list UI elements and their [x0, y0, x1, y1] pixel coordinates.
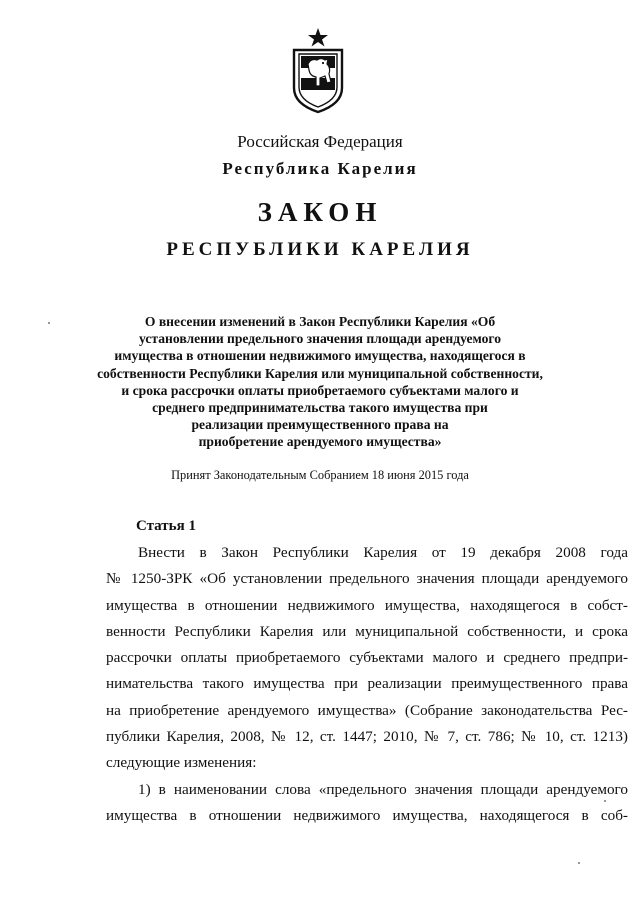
law-subtitle: РЕСПУБЛИКИ КАРЕЛИЯ: [166, 239, 474, 260]
subject-line: имущества в отношении недвижимого имущества, находящегося в: [114, 348, 526, 364]
body-line: № 1250-ЗРК «Об установлении предельного значения площади арендуемого: [106, 570, 628, 588]
republic-name: Республика Карелия: [222, 159, 418, 178]
body-line: 1) в наименовании слова «предельного значения площади арендуемого: [138, 780, 628, 798]
body-line: на приобретение арендуемого имущества» (Собрание законодательства Рес-: [106, 701, 628, 719]
scan-speck: [578, 862, 580, 864]
article-heading: Статья 1: [136, 518, 196, 534]
body-line: следующие изменения:: [106, 754, 257, 772]
country-name: Российская Федерация: [237, 132, 403, 151]
body-line: нимательства такого имущества при реализации преимущественного права: [106, 675, 628, 693]
body-line: венности Республики Карелия или муниципальной собственности, и срока: [106, 622, 628, 640]
body-line: имущества в отношении недвижимого имущества, находящегося в соб-: [106, 806, 628, 824]
law-title: ЗАКОН: [257, 197, 383, 227]
subject-line: приобретение арендуемого имущества»: [198, 434, 442, 450]
karelia-coat-of-arms: [286, 28, 350, 114]
body-line: имущества в отношении недвижимого имущества, находящегося в собст-: [106, 596, 628, 614]
subject-line: реализации преимущественного права на: [191, 417, 449, 433]
body-line: рассрочки оплаты приобретаемого субъектами малого и среднего предпри-: [106, 649, 628, 667]
law-subject: [90, 313, 550, 451]
subject-line: среднего предпринимательства такого имущества при: [152, 400, 488, 416]
subject-line: и срока рассрочки оплаты приобретаемого субъектами малого и: [121, 382, 519, 398]
body-line: публики Карелия, 2008, № 12, ст. 1447; 2010, № 7, ст. 786; № 10, ст. 1213): [106, 728, 628, 746]
article-body: [106, 540, 628, 829]
emblem-bear-eye: [322, 62, 324, 64]
adoption-note: Принят Законодательным Собранием 18 июня 2015 года: [171, 468, 469, 482]
body-line: Внести в Закон Республики Карелия от 19 декабря 2008 года: [138, 544, 628, 561]
emblem-star: [308, 28, 328, 47]
scan-speck: [48, 322, 50, 324]
subject-line: собственности Республики Карелия или муниципальной собственности,: [97, 365, 543, 381]
subject-line: О внесении изменений в Закон Республики Карелия «Об: [144, 314, 496, 329]
subject-line: установлении предельного значения площади арендуемого: [138, 331, 501, 347]
scan-speck: [604, 800, 606, 802]
